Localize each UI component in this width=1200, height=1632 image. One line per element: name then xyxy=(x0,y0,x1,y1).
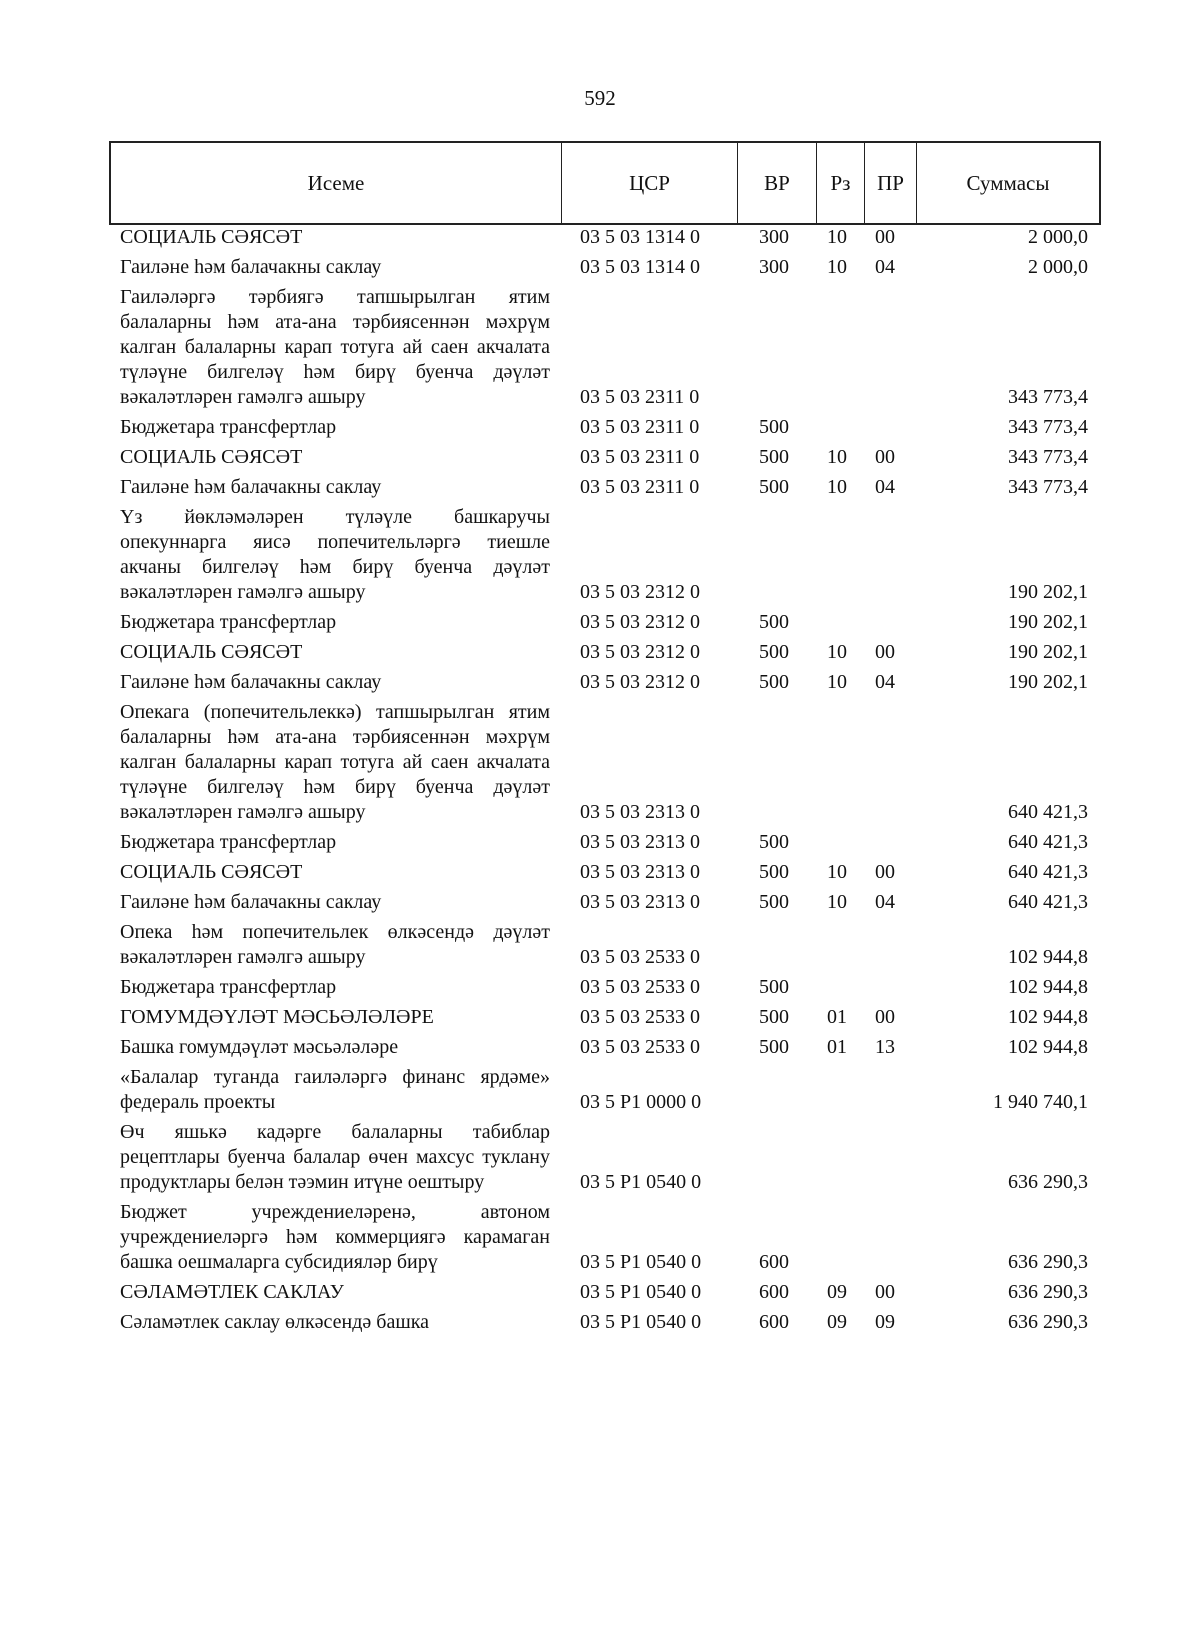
row-sum: 2 000,0 xyxy=(1028,226,1088,248)
row-csr: 03 5 P1 0540 0 xyxy=(580,1171,702,1193)
row-name: Бюджетара трансфертлар xyxy=(120,416,337,438)
row-pr: 00 xyxy=(875,641,895,663)
row-name: Сәламәтлек саклау өлкәсендә башка xyxy=(120,1311,430,1333)
row-pr: 13 xyxy=(875,1036,895,1058)
row-vr: 300 xyxy=(759,226,789,248)
page-number: 592 xyxy=(584,86,616,110)
row-csr: 03 5 P1 0000 0 xyxy=(580,1091,702,1113)
row-rz: 10 xyxy=(827,256,847,278)
row-name: Гаиләне һәм балачакны саклау xyxy=(120,671,382,693)
table-row xyxy=(0,1005,1200,1035)
row-sum: 102 944,8 xyxy=(1008,1006,1088,1028)
row-name: Гаиләне һәм балачакны саклау xyxy=(120,476,382,498)
row-csr: 03 5 03 2311 0 xyxy=(580,386,700,408)
row-pr: 00 xyxy=(875,226,895,248)
row-sum: 190 202,1 xyxy=(1008,611,1088,633)
table-row xyxy=(0,1280,1200,1310)
row-sum: 640 421,3 xyxy=(1008,891,1088,913)
row-rz: 01 xyxy=(827,1006,847,1028)
row-rz: 09 xyxy=(827,1281,847,1303)
row-vr: 500 xyxy=(759,976,789,998)
row-pr: 00 xyxy=(875,1281,895,1303)
table-row xyxy=(0,505,1200,610)
row-name: Үз йөкләмәләрен түләүле башкаручы опекуннарга яисә попечительләргә тиешле акчаны билгеләү һәм бирү буенча дәүләт вәкаләтләрен гамәлгә ашыру xyxy=(120,506,550,603)
table-row xyxy=(0,445,1200,475)
row-name: Бюджетара трансфертлар xyxy=(120,831,337,853)
row-sum: 343 773,4 xyxy=(1008,416,1088,438)
row-rz: 10 xyxy=(827,476,847,498)
row-sum: 343 773,4 xyxy=(1008,476,1088,498)
header-rz: Рз xyxy=(817,143,865,223)
row-sum: 640 421,3 xyxy=(1008,861,1088,883)
row-rz: 10 xyxy=(827,446,847,468)
row-sum: 640 421,3 xyxy=(1008,831,1088,853)
row-csr: 03 5 03 2312 0 xyxy=(580,641,700,663)
row-vr: 500 xyxy=(759,416,789,438)
row-sum: 1 940 740,1 xyxy=(993,1091,1088,1113)
row-name: Гаиләләргә тәрбиягә тапшырылган ятим балаларны һәм ата-ана тәрбиясеннән мәхрүм калган балаларны карап тотуга ай саен акчалата түләүне билгеләү һәм бирү буенча дәүләт вәкаләтләрен гамәлгә ашыру xyxy=(120,286,550,408)
row-vr: 500 xyxy=(759,476,789,498)
table-header xyxy=(109,141,1101,225)
row-rz: 10 xyxy=(827,641,847,663)
table-row xyxy=(0,255,1200,285)
row-name: Опека һәм попечительлек өлкәсендә дәүләт вәкаләтләрен гамәлгә ашыру xyxy=(120,921,550,968)
table-row xyxy=(0,1035,1200,1065)
row-vr: 500 xyxy=(759,611,789,633)
row-rz: 10 xyxy=(827,226,847,248)
row-name: Бюджетара трансфертлар xyxy=(120,976,337,998)
row-name: Бюджет учреждениеләренә, автоном учреждениеләргә һәм коммерциягә карамаган башка оешмаларга субсидияләр бирү xyxy=(120,1201,550,1273)
row-name: СОЦИАЛЬ СӘЯСӘТ xyxy=(120,641,303,663)
table-body xyxy=(0,225,1200,1340)
table-row xyxy=(0,1200,1200,1280)
row-name: Гаиләне һәм балачакны саклау xyxy=(120,891,382,913)
row-csr: 03 5 03 2313 0 xyxy=(580,801,700,823)
row-vr: 600 xyxy=(759,1311,789,1333)
row-name: Бюджетара трансфертлар xyxy=(120,611,337,633)
row-rz: 09 xyxy=(827,1311,847,1333)
row-vr: 500 xyxy=(759,831,789,853)
table-row xyxy=(0,285,1200,415)
row-sum: 636 290,3 xyxy=(1008,1281,1088,1303)
header-name: Исеме xyxy=(111,143,562,223)
table-row xyxy=(0,640,1200,670)
row-rz: 10 xyxy=(827,671,847,693)
table-row xyxy=(0,670,1200,700)
row-csr: 03 5 03 2311 0 xyxy=(580,476,700,498)
table-row xyxy=(0,860,1200,890)
row-vr: 300 xyxy=(759,256,789,278)
row-sum: 343 773,4 xyxy=(1008,446,1088,468)
row-csr: 03 5 03 2313 0 xyxy=(580,831,700,853)
row-csr: 03 5 03 1314 0 xyxy=(580,226,700,248)
header-csr: ЦСР xyxy=(562,143,738,223)
row-pr: 04 xyxy=(875,671,895,693)
row-sum: 190 202,1 xyxy=(1008,581,1088,603)
row-sum: 102 944,8 xyxy=(1008,976,1088,998)
row-csr: 03 5 03 2312 0 xyxy=(580,611,700,633)
row-sum: 190 202,1 xyxy=(1008,671,1088,693)
row-pr: 09 xyxy=(875,1311,895,1333)
row-csr: 03 5 03 2311 0 xyxy=(580,446,700,468)
row-rz: 10 xyxy=(827,861,847,883)
row-pr: 00 xyxy=(875,861,895,883)
row-vr: 600 xyxy=(759,1281,789,1303)
row-sum: 190 202,1 xyxy=(1008,641,1088,663)
table-row xyxy=(0,975,1200,1005)
table-row xyxy=(0,920,1200,975)
row-csr: 03 5 P1 0540 0 xyxy=(580,1251,702,1273)
table-row xyxy=(0,225,1200,255)
row-pr: 04 xyxy=(875,256,895,278)
row-rz: 01 xyxy=(827,1036,847,1058)
row-sum: 343 773,4 xyxy=(1008,386,1088,408)
row-csr: 03 5 03 2311 0 xyxy=(580,416,700,438)
row-vr: 500 xyxy=(759,641,789,663)
row-rz: 10 xyxy=(827,891,847,913)
row-pr: 00 xyxy=(875,1006,895,1028)
table-row xyxy=(0,700,1200,830)
table-row xyxy=(0,890,1200,920)
row-pr: 04 xyxy=(875,476,895,498)
row-sum: 102 944,8 xyxy=(1008,946,1088,968)
row-name: Башка гомумдәүләт мәсьәләләре xyxy=(120,1036,399,1058)
row-csr: 03 5 03 2312 0 xyxy=(580,671,700,693)
row-vr: 500 xyxy=(759,861,789,883)
table-row xyxy=(0,1310,1200,1340)
row-vr: 600 xyxy=(759,1251,789,1273)
row-name: «Балалар туганда гаиләләргә финанс ярдәме» федераль проекты xyxy=(120,1066,550,1113)
row-name: ГОМУМДӘҮЛӘТ МӘСЬӘЛӘЛӘРЕ xyxy=(120,1006,434,1028)
row-sum: 102 944,8 xyxy=(1008,1036,1088,1058)
row-csr: 03 5 03 2533 0 xyxy=(580,946,700,968)
header-pr: ПР xyxy=(865,143,917,223)
row-vr: 500 xyxy=(759,891,789,913)
row-vr: 500 xyxy=(759,671,789,693)
header-vr: ВР xyxy=(738,143,817,223)
row-name: Опекага (попечительлеккә) тапшырылган ятим балаларны һәм ата-ана тәрбиясеннән мәхрүм калган балаларны карап тотуга ай саен акчалата түләүне билгеләү һәм бирү буенча дәүләт вәкаләтләрен гамәлгә ашыру xyxy=(120,701,550,823)
row-name: СОЦИАЛЬ СӘЯСӘТ xyxy=(120,861,303,883)
row-vr: 500 xyxy=(759,446,789,468)
row-sum: 636 290,3 xyxy=(1008,1171,1088,1193)
table-row xyxy=(0,610,1200,640)
row-sum: 2 000,0 xyxy=(1028,256,1088,278)
row-csr: 03 5 P1 0540 0 xyxy=(580,1311,702,1333)
table-row xyxy=(0,1065,1200,1120)
row-csr: 03 5 03 2312 0 xyxy=(580,581,700,603)
table-row xyxy=(0,1120,1200,1200)
row-name: Гаиләне һәм балачакны саклау xyxy=(120,256,382,278)
row-csr: 03 5 03 2313 0 xyxy=(580,891,700,913)
row-name: СОЦИАЛЬ СӘЯСӘТ xyxy=(120,446,303,468)
header-sum: Суммасы xyxy=(966,170,1050,195)
row-name: Өч яшькә кадәрге балаларны табиблар рецептлары буенча балалар өчен махсус туклану продуктлары белән тәэмин итүне оештыру xyxy=(120,1121,550,1193)
row-name: СОЦИАЛЬ СӘЯСӘТ xyxy=(120,226,303,248)
table-row xyxy=(0,415,1200,445)
row-sum: 636 290,3 xyxy=(1008,1251,1088,1273)
row-sum: 640 421,3 xyxy=(1008,801,1088,823)
row-vr: 500 xyxy=(759,1006,789,1028)
row-pr: 00 xyxy=(875,446,895,468)
table-row xyxy=(0,830,1200,860)
row-csr: 03 5 03 2533 0 xyxy=(580,1006,700,1028)
row-pr: 04 xyxy=(875,891,895,913)
row-csr: 03 5 03 2313 0 xyxy=(580,861,700,883)
row-vr: 500 xyxy=(759,1036,789,1058)
row-name: СӘЛАМӘТЛЕК САКЛАУ xyxy=(120,1281,344,1303)
row-csr: 03 5 03 1314 0 xyxy=(580,256,700,278)
row-csr: 03 5 03 2533 0 xyxy=(580,1036,700,1058)
row-csr: 03 5 P1 0540 0 xyxy=(580,1281,702,1303)
row-sum: 636 290,3 xyxy=(1008,1311,1088,1333)
row-csr: 03 5 03 2533 0 xyxy=(580,976,700,998)
table-row xyxy=(0,475,1200,505)
